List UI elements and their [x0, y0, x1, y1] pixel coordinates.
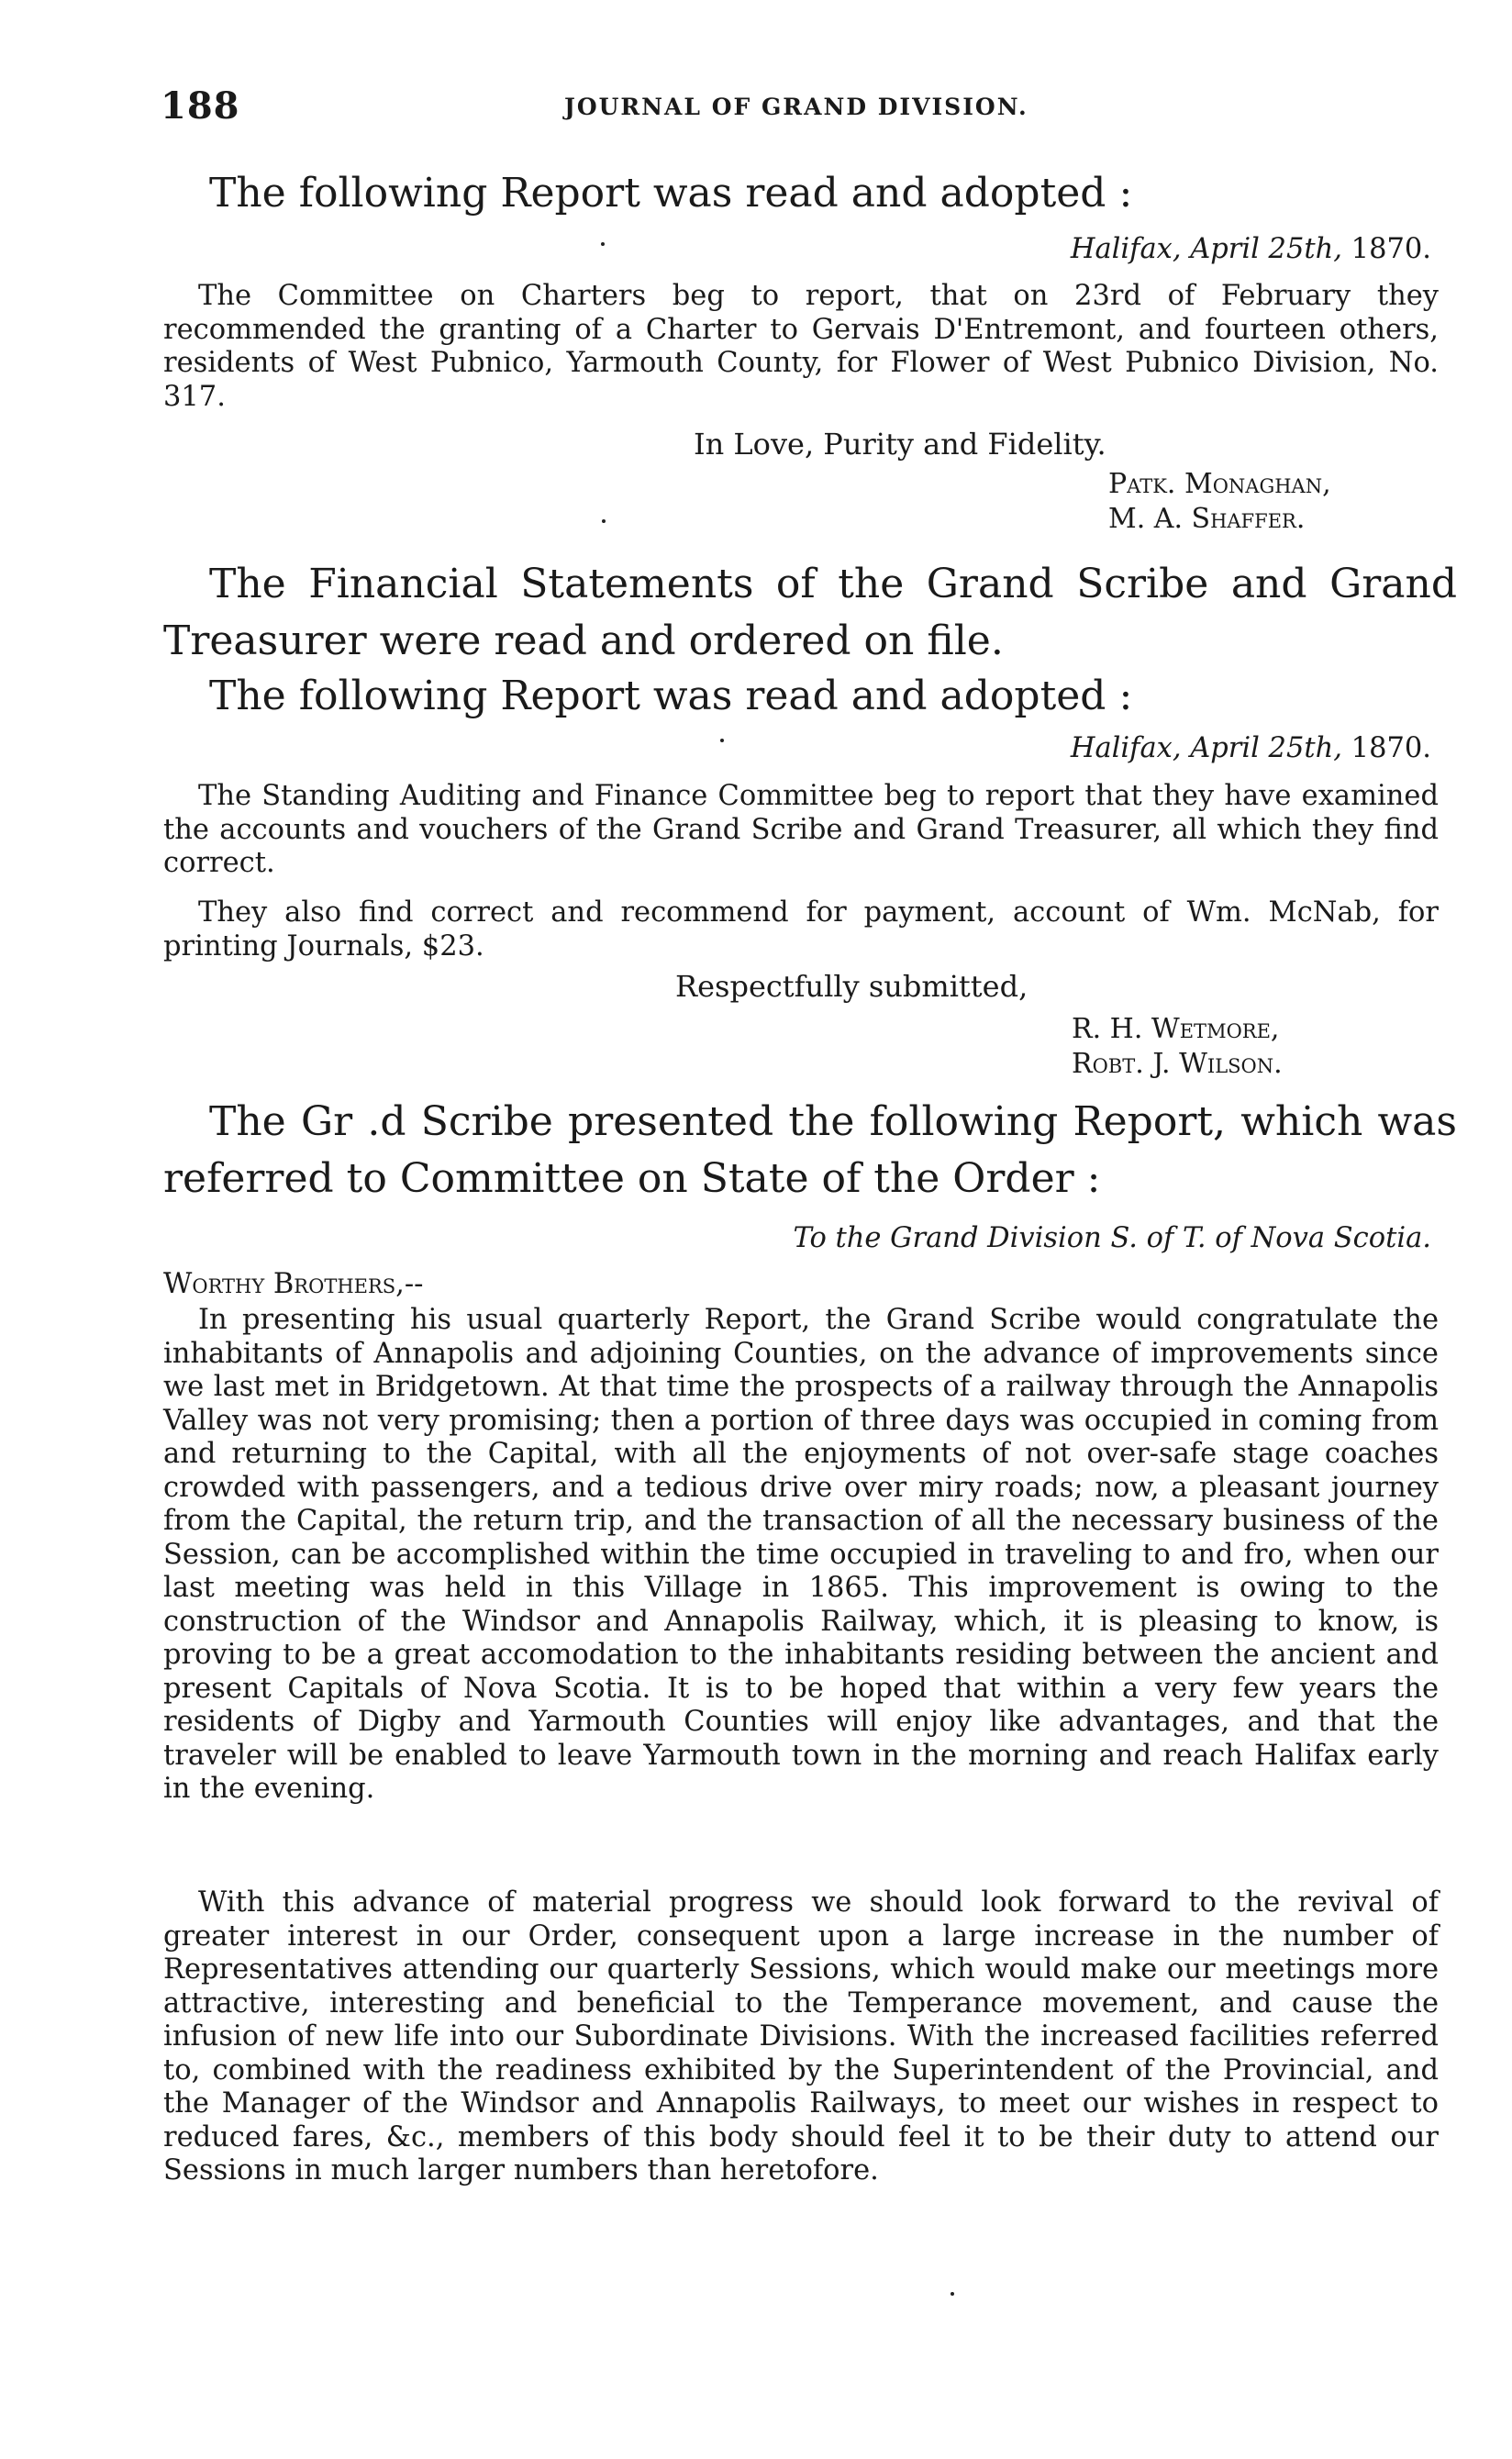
running-head — [161, 84, 1436, 130]
scribe-paragraph-1: In presenting his usual quarterly Report, the Grand Scribe would congratulate the inhabitants of Annapolis and adjoining Counties, on the advance of improvements since we last met in Bridgetown. At that time the prospects of a railway through the Annapolis Valley was not very promising; then a portion of three days was occupied in coming from and returning to the Capital, with all the enjoyments of not over-safe stage coaches crowded with passengers, and a tedious drive over miry roads; now, a pleasant journey from the Capital, the return trip, and the transaction of all the necessary business of the Session, can be accomplished within the time occupied in traveling to and fro, when our last meeting was held in this Village in 1865. This improvement is owing to the construction of the Windsor and Annapolis Railway, which, it is pleasing to know, is proving to be a great accomodation to the inhabitants residing between the ancient and present Capitals of Nova Scotia. It is to be hoped that within a very few years the residents of Digby and Yarmouth Counties will enjoy like advantages, and that the traveler will be enabled to leave Yarmouth town in the morning and reach Halifax early in the evening. — [163, 1304, 1439, 1805]
report2-body-2: They also find correct and recommend for payment, account of Wm. McNab, for printing Journals, $23. — [163, 896, 1439, 962]
report2-dateline — [642, 732, 1431, 766]
scribe-salutation: Worthy Brothers,-- — [163, 1268, 424, 1300]
report1-date-place: Halifax, April 25th, — [1070, 233, 1342, 265]
report2-date-place: Halifax, April 25th, — [1070, 732, 1342, 764]
scribe-address: To the Grand Division S. of T. of Nova Scotia. — [793, 1222, 1431, 1254]
report1-intro: The following Report was read and adopted : — [209, 170, 1133, 217]
report1-dateline — [642, 233, 1431, 267]
stray-mark — [602, 519, 606, 523]
stray-mark — [951, 2292, 954, 2296]
report1-body: The Committee on Charters beg to report, that on 23rd of February they recommended the granting of a Charter to Gervais D'Entremont, and fourteen others, residents of West Pubnico, Yarmouth County, for Flower of West Pubnico Division, No. 317. — [163, 280, 1439, 413]
stray-mark — [601, 242, 605, 246]
report1-signer-1: Patk. Monaghan, — [1108, 468, 1331, 500]
report2-intro: The following Report was read and adopted : — [209, 673, 1133, 719]
scribe-intro: The Gr .d Scribe presented the following Report, which was referred to Committee on State of the Order : — [163, 1098, 1457, 1202]
report2-closing: Respectfully submitted, — [675, 969, 1028, 1004]
report1-closing: In Love, Purity and Fidelity. — [694, 427, 1106, 462]
report1-date-year: 1870. — [1351, 233, 1431, 265]
report2-date-year: 1870. — [1351, 732, 1431, 764]
report2-body-1: The Standing Auditing and Finance Committee beg to report that they have examined the accounts and vouchers of the Grand Scribe and Grand Treasurer, all which they find correct. — [163, 780, 1439, 879]
report1-signer-2: M. A. Shaffer. — [1108, 503, 1306, 535]
scribe-paragraph-2: With this advance of material progress we should look forward to the revival of greater interest in our Order, consequent upon a large increase in the number of Representatives attending our quarterly Sessions, which would make our meetings more attractive, interesting and beneficial to the Temperance movement, and cause the infusion of new life into our Subordinate Divisions. With the increased facilities referred to, combined with the readiness exhibited by the Superintendent of the Provincial, and the Manager of the Windsor and Annapolis Railways, to meet our wishes in respect to reduced fares, &c., members of this body should feel it to be their duty to attend our Sessions in much larger numbers than heretofore. — [163, 1886, 1439, 2186]
report2-signer-2: Robt. J. Wilson. — [1072, 1048, 1283, 1080]
journal-title: JOURNAL OF GRAND DIVISION. — [564, 94, 1028, 120]
page-number: 188 — [161, 84, 240, 128]
report2-signer-1: R. H. Wetmore, — [1072, 1013, 1280, 1045]
financial-statement: The Financial Statements of the Grand Scribe and Grand Treasurer were read and ordered on file. — [163, 561, 1457, 664]
